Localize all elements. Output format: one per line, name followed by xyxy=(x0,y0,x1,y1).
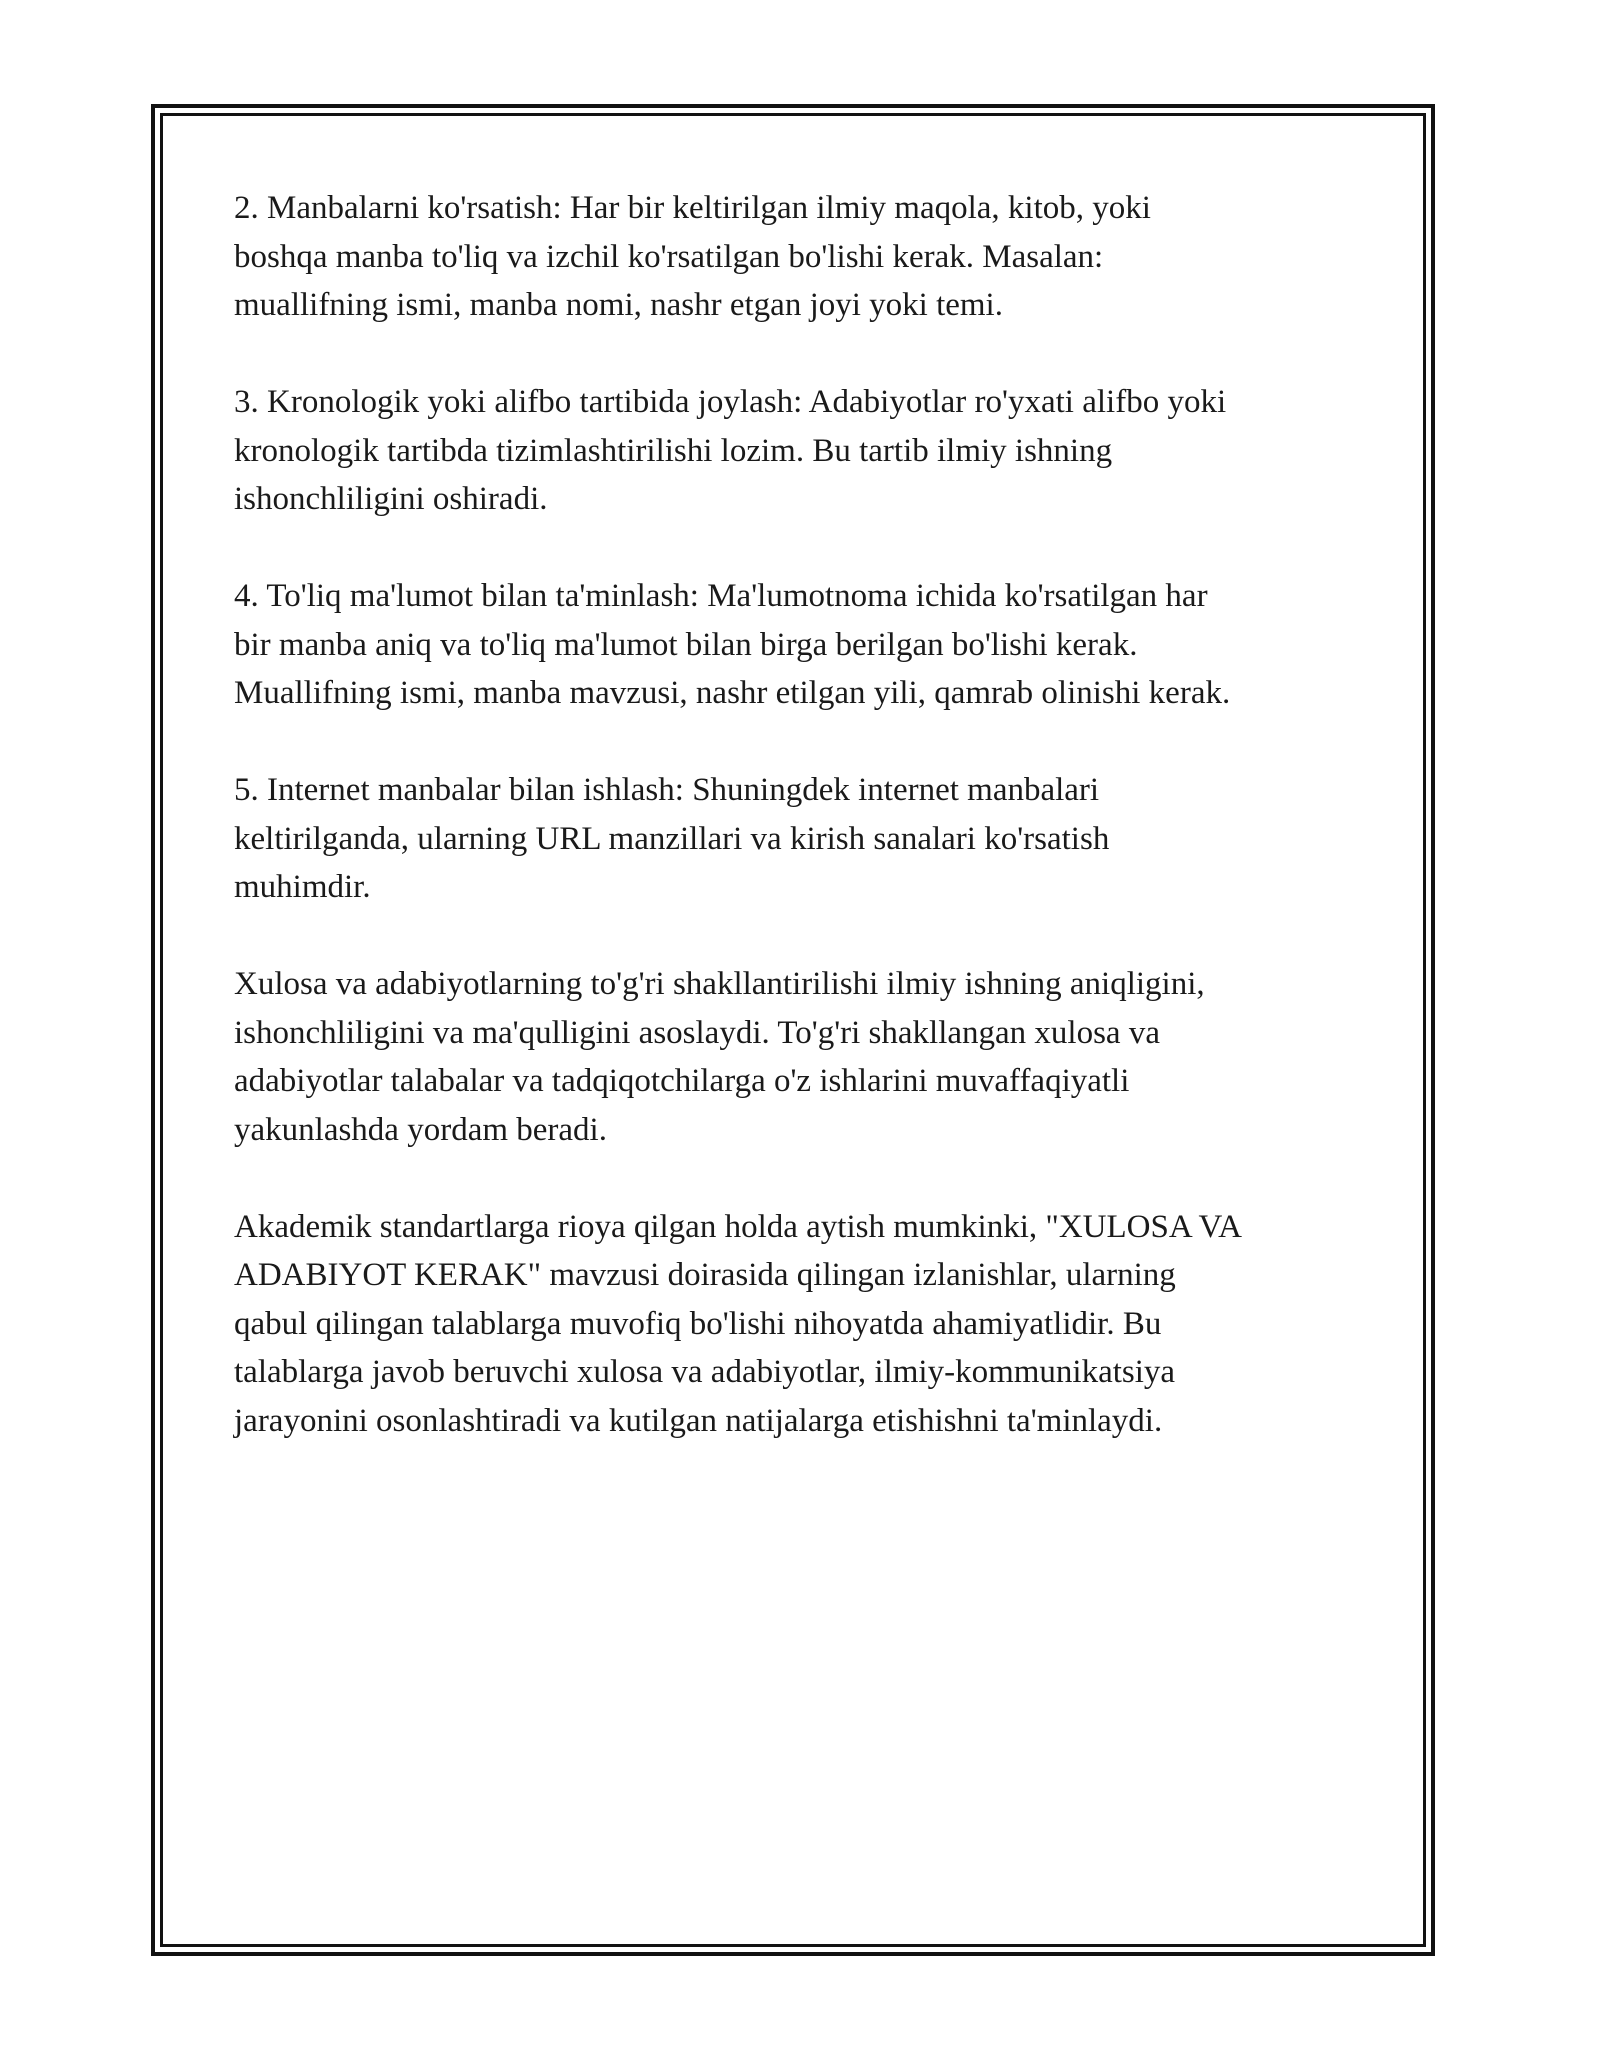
text-line: jarayonini osonlashtiradi va kutilgan natijalarga etishishni ta'minlaydi. xyxy=(234,1402,1163,1439)
text-line: 3. Kronologik yoki alifbo tartibida joylash: Adabiyotlar ro'yxati alifbo yoki xyxy=(234,384,1227,420)
paragraph-ordering xyxy=(234,378,1374,524)
text-line: talablarga javob beruvchi xulosa va adabiyotlar, ilmiy-kommunikatsiya xyxy=(234,1354,1176,1390)
text-line: muhimdir. xyxy=(234,869,371,905)
text-line: ishonchliligini oshiradi. xyxy=(234,481,548,517)
paragraph-academic-standards xyxy=(234,1203,1374,1446)
text-line: kronologik tartibda tizimlashtirilishi lozim. Bu tartib ilmiy ishning xyxy=(234,432,1113,469)
text-line: keltirilganda, ularning URL manzillari va kirish sanalari ko'rsatish xyxy=(234,820,1110,857)
text-line: Xulosa va adabiyotlarning to'g'ri shakllantirilishi ilmiy ishning aniqligini, xyxy=(234,966,1205,1002)
text-line: yakunlashda yordam beradi. xyxy=(234,1111,607,1148)
paragraph-sources xyxy=(234,184,1374,330)
document-body xyxy=(234,184,1374,1494)
text-line: boshqa manba to'liq va izchil ko'rsatilgan bo'lishi kerak. Masalan: xyxy=(234,238,1104,275)
text-line: Akademik standartlarga rioya qilgan holda aytish mumkinki, "XULOSA VA xyxy=(234,1208,1242,1245)
text-line: 4. To'liq ma'lumot bilan ta'minlash: Ma'lumotnoma ichida ko'rsatilgan har xyxy=(234,578,1208,614)
text-line: 2. Manbalarni ko'rsatish: Har bir keltirilgan ilmiy maqola, kitob, yoki xyxy=(234,190,1151,226)
text-line: adabiyotlar talabalar va tadqiqotchilarga o'z ishlarini muvaffaqiyatli xyxy=(234,1063,1130,1099)
text-line: qabul qilingan talablarga muvofiq bo'lishi nihoyatda ahamiyatlidir. Bu xyxy=(234,1305,1162,1342)
text-line: Muallifning ismi, manba mavzusi, nashr etilgan yili, qamrab olinishi kerak. xyxy=(234,675,1231,711)
paragraph-full-info xyxy=(234,572,1374,718)
text-line: muallifning ismi, manba nomi, nashr etgan joyi yoki temi. xyxy=(234,287,1003,323)
paragraph-internet-sources xyxy=(234,766,1374,912)
text-line: ishonchliligini va ma'qulligini asoslaydi. To'g'ri shakllangan xulosa va xyxy=(234,1014,1160,1051)
paragraph-conclusion xyxy=(234,960,1374,1154)
text-line: ADABIYOT KERAK" mavzusi doirasida qilingan izlanishlar, ularning xyxy=(234,1257,1176,1293)
text-line: 5. Internet manbalar bilan ishlash: Shuningdek internet manbalari xyxy=(234,772,1100,808)
text-line: bir manba aniq va to'liq ma'lumot bilan birga berilgan bo'lishi kerak. xyxy=(234,626,1138,663)
